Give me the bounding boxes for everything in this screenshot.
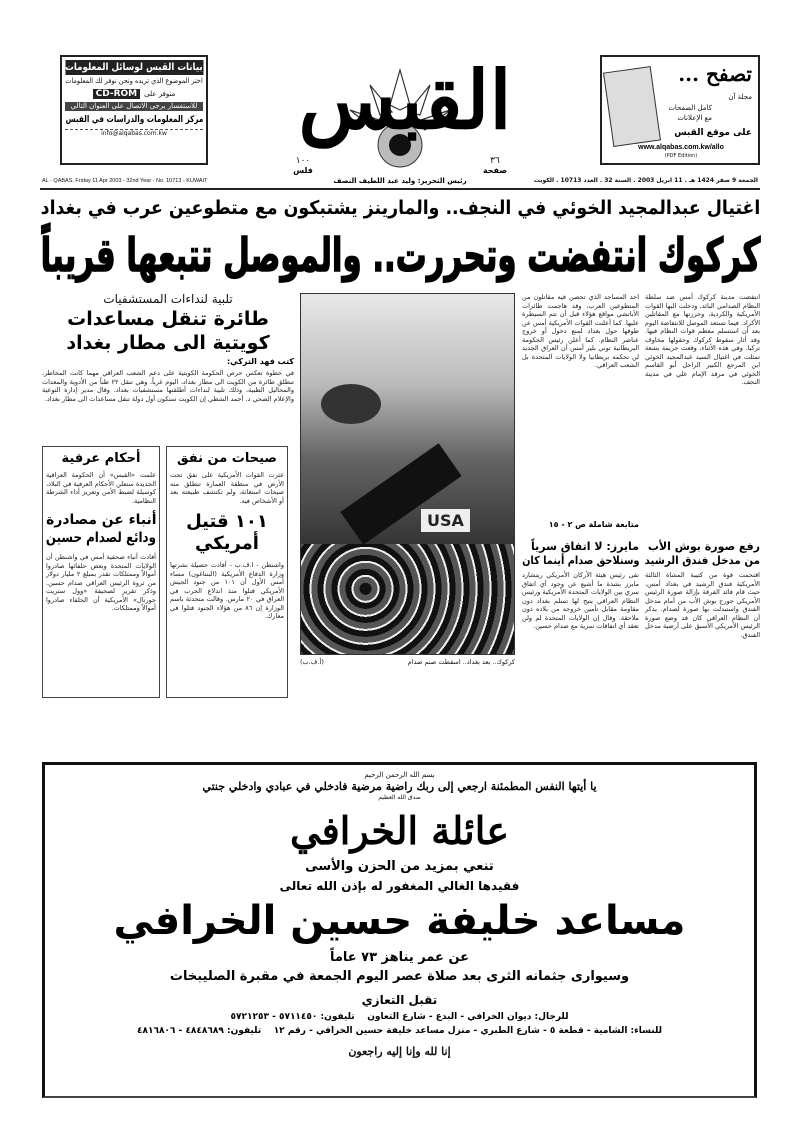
kirkuk-statue-photo [300,293,515,655]
info-ad-contact: للاستفسار يرجى الاتصال على العنوان التالي [65,102,203,111]
condolence-women: للنساء: الشامية - قطعة ٥ - شارع الطبري - منزل مساعد خليفة حسين الخرافي - رقم ١٢ تليفون: ٤٨٤٨٦٨٩ - ٤٨١٦٨٠٦ [136,1026,663,1036]
magazine-cover [603,66,661,147]
obit-line-1: تنعي بمزيد من الحزن والأسى [305,859,494,874]
masthead-logo: القبس [298,53,512,147]
myers-story [522,540,639,631]
condolence-men: للرجال: ديوان الخرافي - البدع - شارع التعاون تليفون: ٥٧١١٤٥٠ - ٥٧٢١٢٥٣ [230,1012,569,1022]
main-story-col-1: انتفضت مدينة كركوك أمس ضد سلطة النظام الصدامي البائد، ودخلت اليها القوات الأمريكية والكردية، وحررتها مع المقاتلين الأكراد. فيما تستعد الموصل للانتفاضة اليوم بعد أن استسلم معظم قوات النظام فيها. وقد أثار سقوط كركوك وحقولها مخاوف تركيا. وفي هذه الأثناء، وقعت جريمة بشعة تمثلت في اغتيال السيد عبدالمجيد الخوئي ابن المرجع الكبير الراحل أبو القاسم الخوئي في مرقد الإمام علي في مدينة النجف. [645,293,760,386]
date-arabic: الجمعة 9 صفر 1424 هـ . 11 ابريل 2003 . السنة 32 . العدد 10713 . الكويت [533,177,758,184]
deceased-name: مساعد خليفة حسين الخرافي [113,898,686,944]
price-value: ١٠٠ [295,156,311,166]
price-unit: فلس [293,166,313,175]
aid-kicker: تلبية لنداءات المستشفيات [103,292,233,306]
pdf-ad-title: تصفح ... [678,62,752,86]
main-story-col-2: احد المساجد الذي تحصن فيه مقاتلون من المتطوعين العرب، وقد هاجمت طائرات الأباتشي مواقع هؤلاء قبل أن تتم السيطرة عليها. كما أعلنت القوات الأمريكية أمس عن طوقها حول بغداد لمنع دخول أو خروج عناصر النظام. كما أعلن رئيس الحكومة البريطانية توني بلير أمس أن العراق الجديد لن تحكمه بريطانيا ولا الولايات المتحدة بل الشعب العراقي. [522,293,639,369]
myers-title-2: وسنلاحق صدام أينما كان [521,554,640,567]
cdrom-label: متوفر على [144,89,176,98]
pdf-edition-ad[interactable] [600,55,760,165]
closing-calligraphy: إنا لله وإنا إليه راجعون [348,1045,451,1058]
pdf-ad-edition: (PDF Edition) [664,153,698,159]
headline-kicker: اغتيال عبدالمجيد الخوئي في النجف.. والمارينز يشتبكون مع متطوعين عرب في بغداد [40,197,760,219]
condolence-title: تقبل التعازي [361,993,438,1007]
sadaq: صدق الله العظيم [378,794,421,801]
aid-title-2: كويتية الى مطار بغداد [66,332,270,354]
martial-law-title: أحكام عرفية [61,451,141,466]
usa-banner: USA [421,509,470,532]
page-count [480,156,510,176]
saddam-deposits-title-1: أنباء عن مصادرة [45,512,157,528]
aid-byline: كتب فهد التركي: [226,357,294,366]
main-headline: كركوك انتفضت وتحررت.. والموصل تتبعها قريباً [40,228,760,282]
crowd [301,544,515,655]
page-count-value: ٣٦ [490,156,500,166]
photo-credit: (أ.ف.ب) [300,658,324,666]
info-center-name: مركز المعلومات والدراسات في القبس [65,115,203,125]
page-count-unit: صفحة [482,166,508,175]
quran-verse: يا أيتها النفس المطمئنة ارجعي إلى ربك راضية مرضية فادخلي في عبادي وادخلي جنتي [202,780,597,793]
info-ad-footer: info@alqabas.com.kw [65,129,203,137]
tunnel-title: صيحات من نفق [177,451,277,466]
basmala: بسم الله الرحمن الرحيم [364,771,435,779]
saddam-deposits-title-2: ودائع لصدام حسين [45,530,157,546]
info-center-ad[interactable] [60,55,208,165]
myers-body: نفى رئيس هيئة الأركان الأمريكي ريتشارد مايرز بشدة ما أشيع عن وجود أي اتفاق سري بين الولايات المتحدة الأمريكية ورئيس النظام العراقي يتيح لها تسلم بغداد دون مقاومة مقابل تأمين خروجه من بلاده دون ملاحقة. وقال إن الولايات المتحدة لم ولن تعقد أي اتفاقات سرية مع صدام حسين. [522,571,639,630]
cdrom-badge: CD-ROM [93,89,141,99]
aid-plane-story [42,292,294,403]
myers-title-1: مايرز: لا اتفاق سرياً [530,540,639,553]
info-ad-title: بيانات القبس لوسائل المعلومات [64,62,203,73]
masthead-divider [40,188,760,190]
us-casualties-title-1: ١٠١ قتيل [186,511,268,532]
bush-title-1: رفع صورة بوش الأب [647,540,760,553]
box-tunnel [166,446,288,698]
tunnel-body: عثرت القوات الأمريكية على نفق تحت الأرض في منطقة العمارة تنطلق منه صيحات استغاثة، ولم تكتشف طبيعته بعد أو الأشخاص فيه. [170,471,284,505]
pdf-ad-magazine: مجلة آن [728,93,752,101]
aid-title-1: طائرة تنقل مساعدات [67,308,269,330]
family-name: عائلة الخرافي [289,808,510,853]
continued-link[interactable]: متابعة شاملة ص ٢ - ١٥ [548,520,639,529]
us-casualties-title-2: أمريكي [195,533,259,554]
pdf-ad-desc2: مع الإعلانات [677,114,712,122]
photo-caption [300,658,515,667]
obit-line-2: فقيدها الغالي المغفور له بإذن الله تعالى [279,879,520,893]
box-martial-law [42,446,160,698]
burial-info: وسيوارى جثمانه الثرى بعد صلاة عصر اليوم الجمعة في مقبرة الصليبخات [169,969,630,984]
photo-caption-text: كركوك.. بعد بغداد.. اسقطت صنم صدام [407,658,515,666]
pdf-ad-url[interactable]: www.alqabas.com.kw/allo [638,144,724,151]
deceased-age: عن عمر يناهز ٧٣ عاماً [329,950,470,965]
obituary-ad [42,762,757,1098]
bush-body: اقتحمت قوة من كتيبة المشاة الثالثة الأمريكية فندق الرشيد في بغداد أمس، حيث قام قائد الفرقة بإزالة صورة الرئيس الأمريكي جورج بوش الأب من أمام مدخل الفندق واستبدلت بها صورة لصدام. يذكر أن النظام العراقي كان قد وضع صورة الرئيس الأمريكي الأسبق على أرضية مدخل الفندق. [645,571,760,639]
bush-portrait-story [645,540,760,639]
aid-body: في خطوة تعكس حرص الحكومة الكويتية على دعم الشعب العراقي مهما كانت المخاطر، تنطلق طائرة من الكويت الى مطار بغداد، اليوم غرباً، وهي تنقل ٢٢ طناً من الأدوية والمعدات والمحاليل الطبية، وذلك تلبية لنداءات أطلقتها مستشفيات بغداد. وقال مدير إدارة التوعية والإعلام الصحي د. أحمد الشطي إن الكويت ستكون أول دولة تنقل مساعدات الى مطار بغداد. [42,369,294,403]
date-english: AL - QABAS, Friday 11 Apr 2003 - 32nd Year - No. 10713 - KUWAIT [42,178,208,184]
info-ad-line: اختر الموضوع الذي تريده ونحن نوفر لك المعلومات [65,77,203,85]
pdf-ad-site-label: على موقع القبس [674,128,752,138]
pdf-ad-desc1: كامل الصفحات [668,104,712,112]
bush-title-2: من مدخل فندق الرشيد [644,554,761,567]
martial-law-body: علمت «القبس» أن الحكومة العراقية الجديدة ستعلن الأحكام العرفية في البلاد، كوسيلة لضبط الأمن وتعزيز أداء الشرطة النظامية. [46,471,156,505]
saddam-deposits-body: أفادت أنباء صحفية أمس في واشنطن أن الولايات المتحدة وبعض حلفائها صادروا أموالاً وممتلكات تقدر بمبلغ ٢ مليار دولار من ثروة الرئيس العراقي صدام حسين. وذكر تقرير لصحيفة «وول ستريت جورنال» الأمريكية أن الحلفاء صادروا أموالاً وممتلكات. [46,553,156,612]
palm-tree [321,384,381,424]
us-casualties-body: واشنطن - ا.ف.ب - أفادت حصيلة نشرتها وزارة الدفاع الأمريكية (البنتاغون) مساء أمس الأول أن ١٠١ من جنود الجيش الأمريكي قتلوا منذ اندلاع الحرب في العراق في ٢٠ مارس. وقالت متحدثة باسم الوزارة إن ٨٦ من هؤلاء الجنود قتلوا في معارك. [170,561,284,620]
price [288,156,318,176]
editor-in-chief: رئيس التحرير: وليد عبد اللطيف النصف [333,177,467,185]
